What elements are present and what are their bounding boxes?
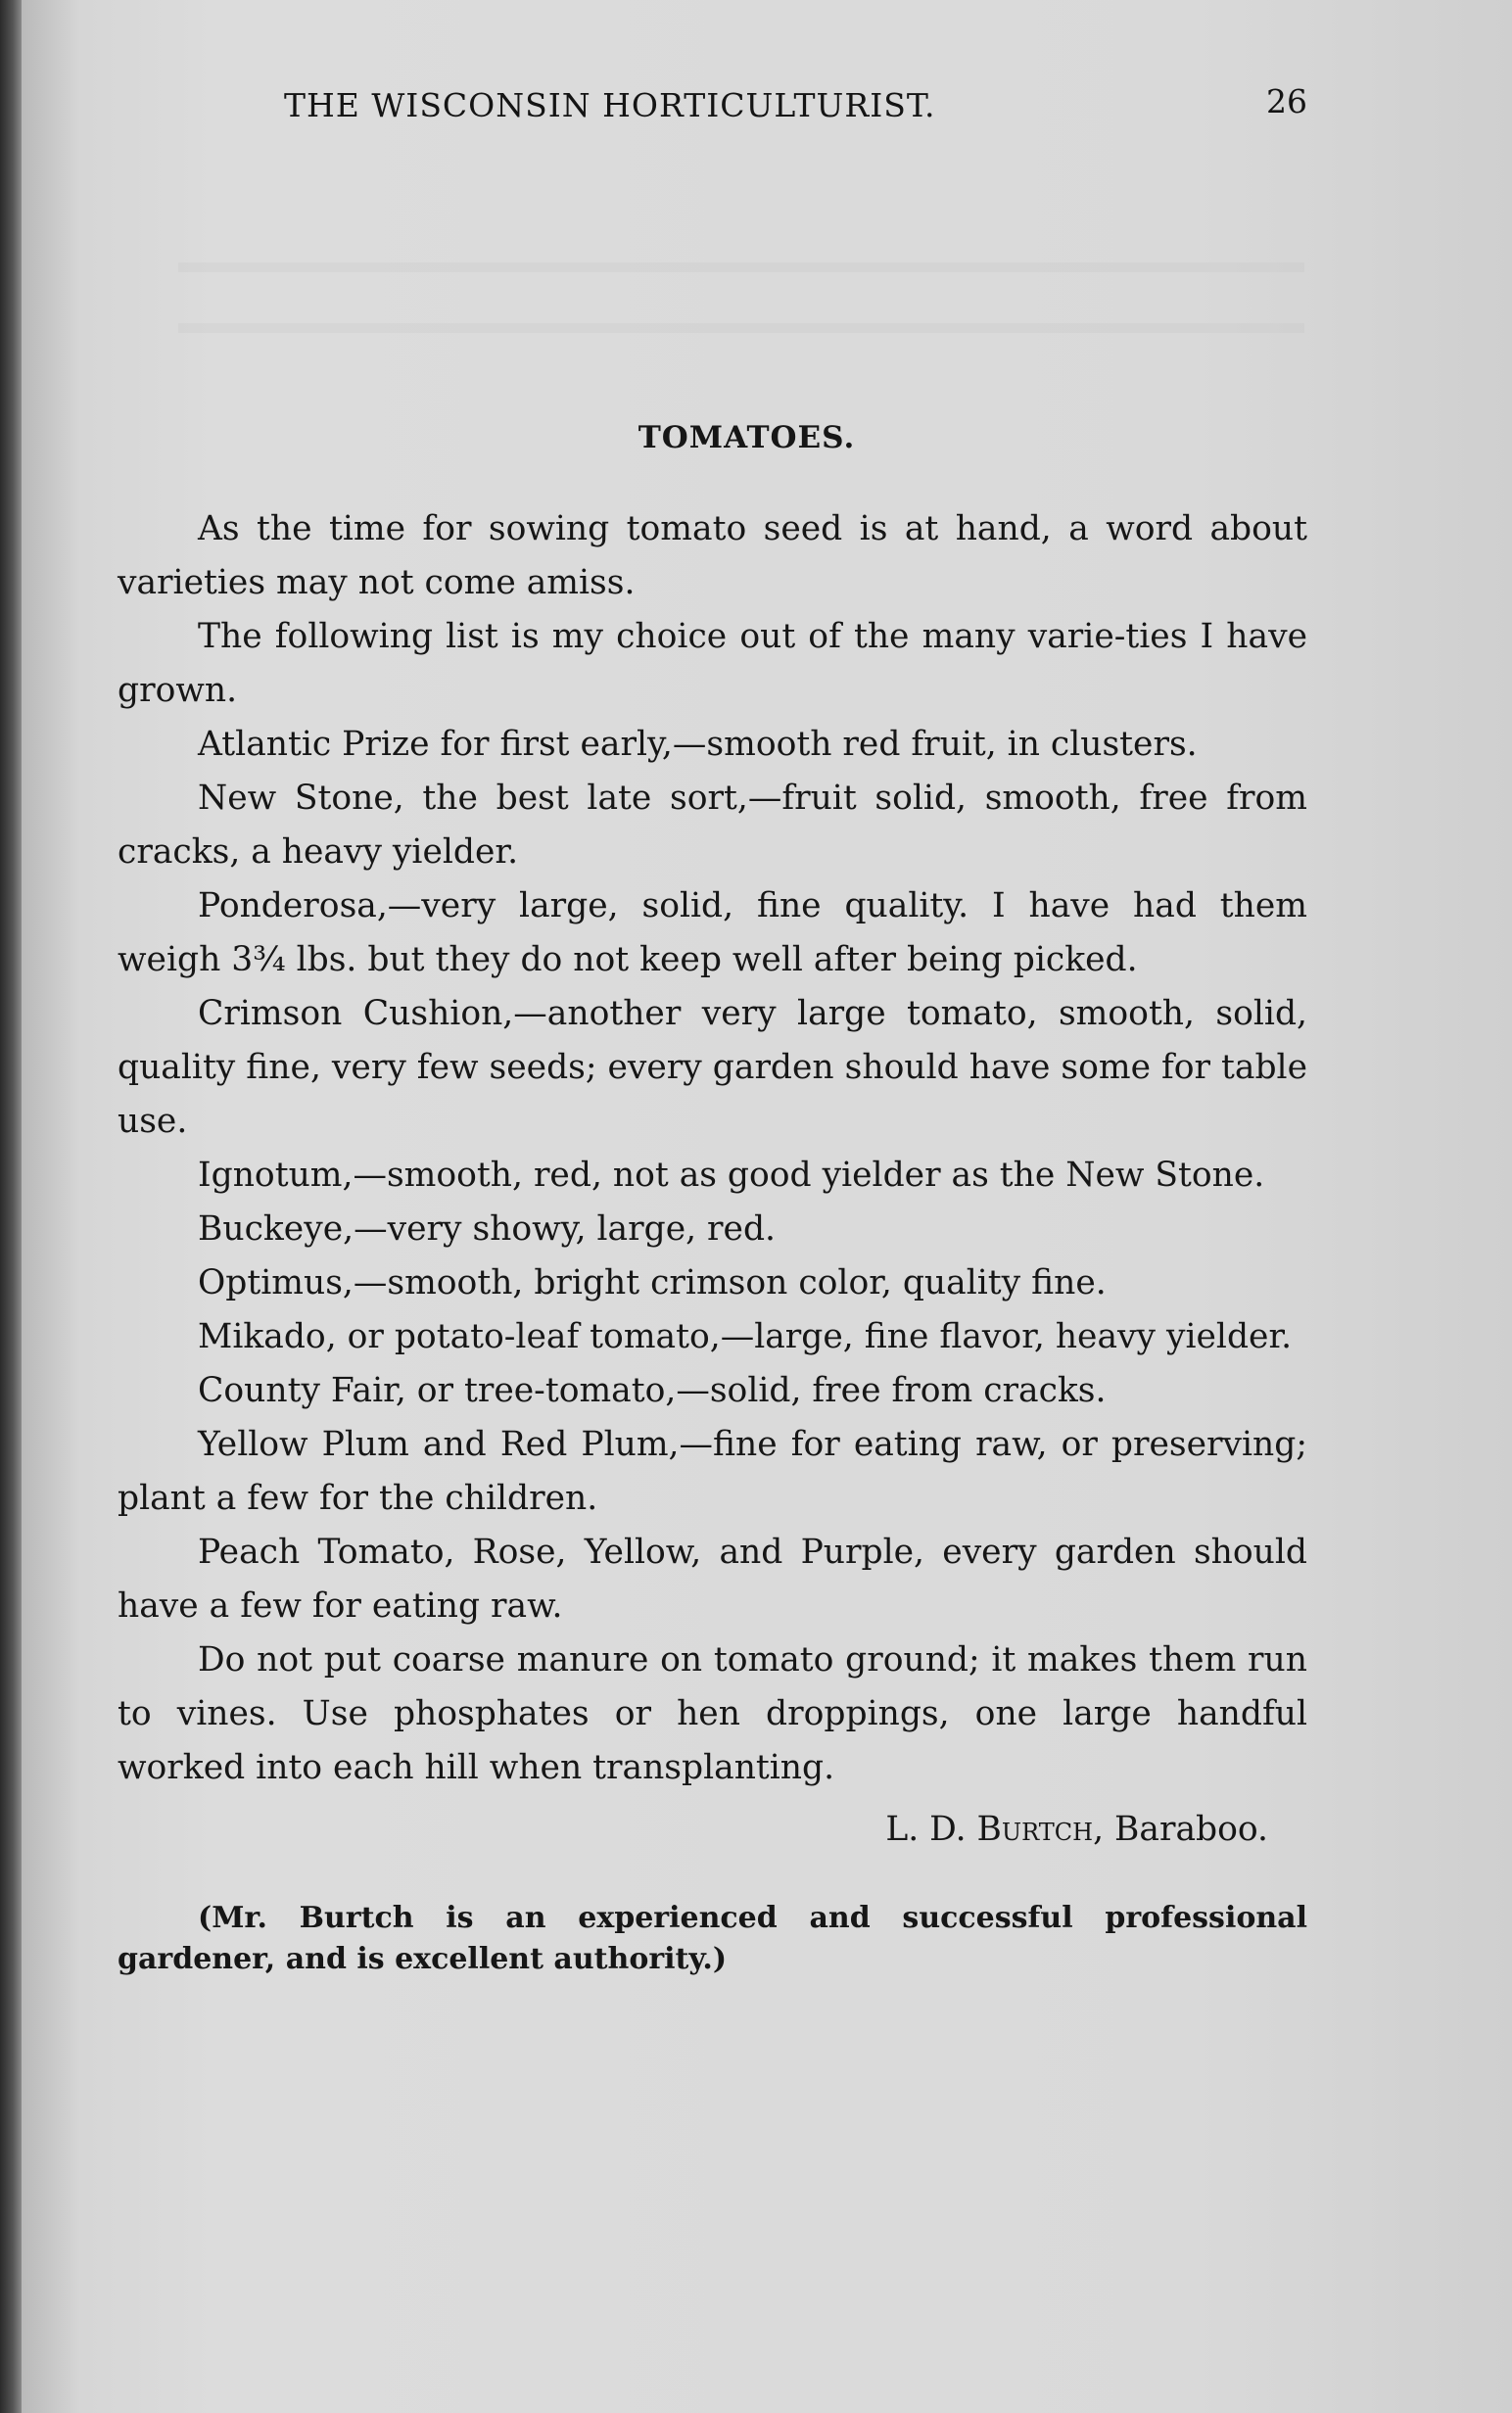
running-title: THE WISCONSIN HORTICULTURIST. (284, 86, 936, 124)
paragraph: County Fair, or tree-tomato,—solid, free from cracks. (198, 1371, 1107, 1410)
paragraph: Buckeye,—very showy, large, red. (198, 1209, 777, 1249)
author-name: L. D. Burtch (885, 1810, 1094, 1849)
paragraph: The following list is my choice out of the many varie-ties I have grown. (118, 617, 1307, 710)
paragraph: Ponderosa,—very large, solid, fine quality. I have had them weigh 3¾ lbs. but they do not keep well after being picked. (118, 886, 1307, 979)
paragraph: Ignotum,—smooth, red, not as good yielder as the New Stone. (198, 1156, 1265, 1195)
paragraph: As the time for sowing tomato seed is at hand, a word about varieties may not come amiss. (118, 509, 1307, 602)
author-signature (118, 1803, 1307, 1857)
paragraph: Optimus,—smooth, bright crimson color, quality fine. (198, 1263, 1107, 1302)
paragraph: Do not put coarse manure on tomato ground; it makes them run to vines. Use phosphates or hen droppings, one large handful worked into each hill when transplanting. (118, 1640, 1307, 1787)
bleed-through-line (178, 262, 1304, 272)
article (118, 411, 1307, 1980)
paragraph: Mikado, or potato-leaf tomato,—large, fine flavor, heavy yielder. (198, 1317, 1293, 1356)
bleed-through-line (178, 323, 1304, 333)
paragraph: Atlantic Prize for first early,—smooth red fruit, in clusters. (198, 725, 1198, 764)
paragraph: Peach Tomato, Rose, Yellow, and Purple, every garden should have a few for eating raw. (118, 1533, 1307, 1626)
page-number: 26 (1266, 82, 1307, 120)
paragraph: New Stone, the best late sort,—fruit solid, smooth, free from cracks, a heavy yielder. (118, 779, 1307, 872)
author-place: , Baraboo. (1093, 1810, 1268, 1849)
paragraph: Crimson Cushion,—another very large tomato, smooth, solid, quality fine, very few seeds; every garden should have some for table use. (118, 994, 1307, 1141)
book-page (22, 0, 1512, 2413)
editor-note: (Mr. Burtch is an experienced and successful professional gardener, and is excellent authority.) (118, 1901, 1307, 1976)
paragraph: Yellow Plum and Red Plum,—fine for eating raw, or preserving; plant a few for the children. (118, 1425, 1307, 1518)
page-header (284, 82, 1307, 135)
article-title: TOMATOES. (638, 420, 856, 455)
book-spine-shadow (0, 0, 22, 2413)
